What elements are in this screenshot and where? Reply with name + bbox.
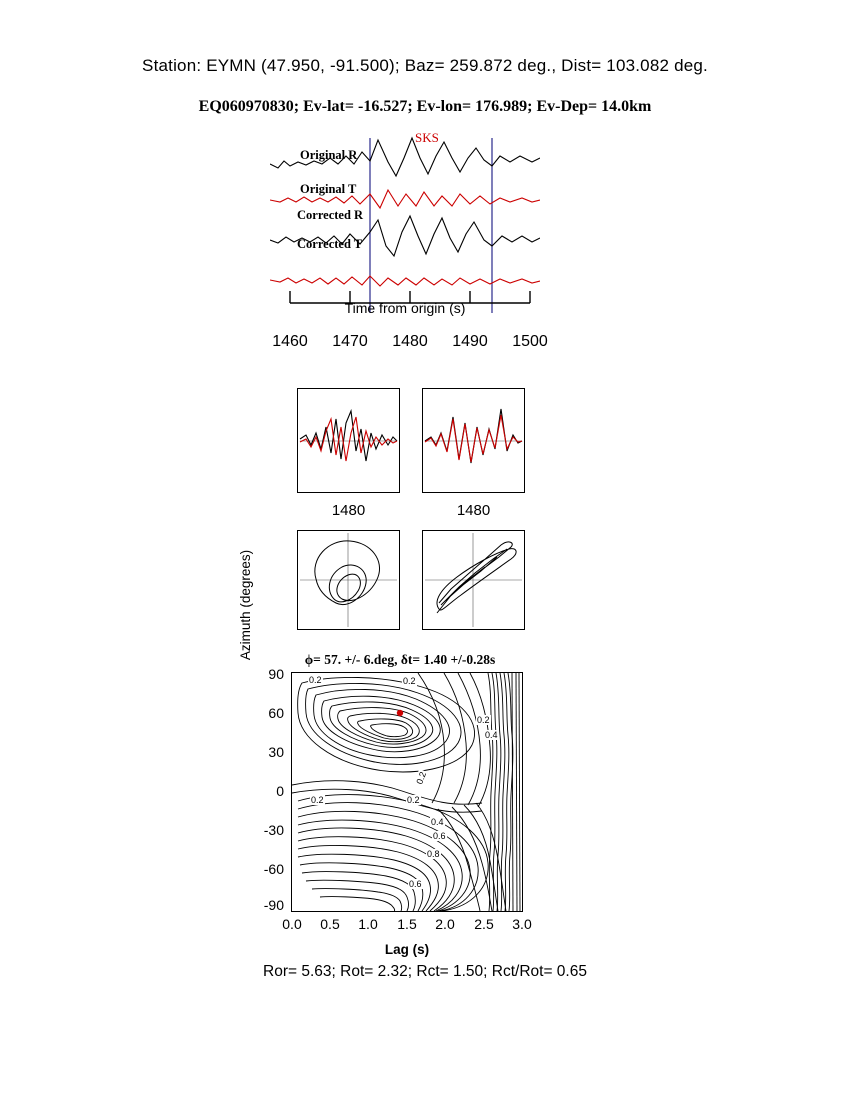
particle-motion-uncorrected	[297, 530, 400, 630]
contour-label-2: 0.2	[477, 715, 490, 725]
slow-trace-uncorrected	[300, 417, 397, 461]
contour-title: ϕ= 57. +/- 6.deg, δt= 1.40 +/-0.28s	[304, 652, 496, 667]
contour-y-tick-neg30: -30	[263, 822, 284, 838]
contour-y-tick-neg60: -60	[263, 861, 284, 877]
footer-stats: Ror= 5.63; Rot= 2.32; Rct= 1.50; Rct/Rot= 0.65	[263, 963, 587, 980]
contour-label-6: 0.2	[407, 795, 420, 805]
time-tick-1470: 1470	[332, 333, 368, 350]
contour-label-1: 0.2	[403, 676, 416, 686]
trace-label-original-r: Original R	[300, 148, 358, 162]
contour-plot-svg	[292, 673, 522, 911]
time-tick-1490: 1490	[452, 333, 488, 350]
particle-motion-corrected	[422, 530, 525, 630]
contour-x-tick-3: 1.5	[397, 916, 417, 932]
fast-slow-waveform-panel-uncorrected	[297, 388, 400, 493]
contour-y-axis-label: Azimuth (degrees)	[238, 549, 253, 661]
contour-y-tick-30: 30	[268, 744, 284, 760]
trace-label-corrected-t: Corrected T	[297, 237, 363, 251]
time-tick-1500: 1500	[512, 333, 548, 350]
contour-x-tick-1: 0.5	[320, 916, 340, 932]
contour-label-7: 0.4	[431, 817, 444, 827]
sks-phase-label: SKS	[415, 130, 439, 145]
detail-caption-left: 1480	[331, 502, 366, 519]
contour-x-axis-label: Lag (s)	[384, 942, 430, 957]
contour-x-tick-5: 2.5	[474, 916, 494, 932]
contour-plot	[291, 672, 523, 912]
contour-label-3: 0.4	[485, 730, 498, 740]
trace-label-corrected-r: Corrected R	[297, 208, 364, 222]
contour-y-tick-0: 0	[276, 783, 284, 799]
time-tick-1480: 1480	[392, 333, 428, 350]
detail-caption-right: 1480	[456, 502, 491, 519]
fast-slow-waveform-panel-corrected	[422, 388, 525, 493]
fast-trace-uncorrected	[300, 411, 397, 461]
contour-x-tick-0: 0.0	[282, 916, 302, 932]
contour-x-tick-6: 3.0	[512, 916, 532, 932]
time-axis-label: Time from origin (s)	[344, 300, 466, 316]
contour-label-5: 0.2	[311, 795, 324, 805]
trace-label-original-t: Original T	[300, 182, 357, 196]
contour-x-tick-2: 1.0	[358, 916, 378, 932]
trace-corrected-t	[270, 276, 540, 286]
contour-y-tick-neg90: -90	[263, 897, 284, 913]
contour-label-0: 0.2	[309, 675, 322, 685]
contour-x-tick-4: 2.0	[435, 916, 455, 932]
contour-label-9: 0.8	[427, 849, 440, 859]
slow-trace-corrected	[425, 415, 522, 462]
event-header: EQ060970830; Ev-lat= -16.527; Ev-lon= 176.989; Ev-Dep= 14.0km	[198, 98, 652, 115]
best-fit-marker	[397, 710, 403, 716]
contour-label-4: 0.2	[414, 770, 429, 786]
station-header: Station: EYMN (47.950, -91.500); Baz= 259.872 deg., Dist= 103.082 deg.	[142, 56, 708, 75]
contour-label-10: 0.6	[409, 879, 422, 889]
contour-label-8: 0.6	[433, 831, 446, 841]
fast-trace-corrected	[425, 409, 522, 463]
contour-y-tick-60: 60	[268, 705, 284, 721]
contour-y-tick-90: 90	[268, 666, 284, 682]
time-tick-1460: 1460	[272, 333, 308, 350]
